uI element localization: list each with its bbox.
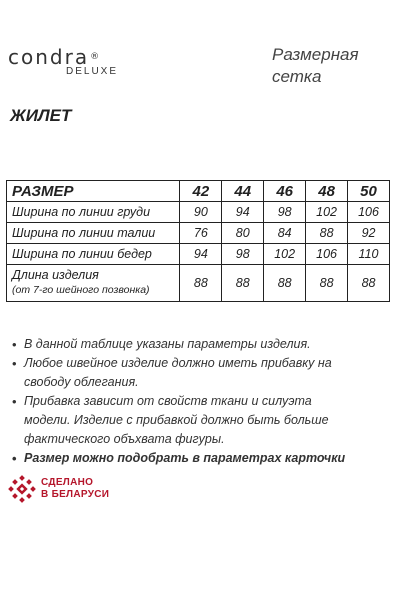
row-label: Ширина по линии бедер: [7, 244, 180, 265]
table-cell: 84: [264, 223, 306, 244]
size-header-cell: 50: [348, 181, 390, 202]
made-in-label: [41, 477, 109, 501]
row-sublabel: (от 7-го шейного позвонка): [12, 284, 150, 296]
size-header-cell: 44: [222, 181, 264, 202]
list-item: [12, 354, 358, 392]
table-cell: 90: [180, 202, 222, 223]
table-row: [7, 202, 390, 223]
table-cell: 88: [180, 265, 222, 302]
table-cell: 106: [306, 244, 348, 265]
made-in-line-1: СДЕЛАНО: [41, 477, 94, 488]
bullet-icon: •: [12, 451, 17, 466]
belarus-ornament-icon: [8, 475, 36, 503]
bullet-icon: •: [12, 394, 17, 409]
brand-logo: [8, 46, 118, 77]
table-cell: 88: [348, 265, 390, 302]
logo-subtitle: DELUXE: [66, 66, 119, 77]
table-cell: 88: [306, 265, 348, 302]
table-row: [7, 265, 390, 302]
registered-mark: ®: [90, 52, 102, 62]
bullet-icon: •: [12, 337, 17, 352]
note-text: Любое швейное изделие должно иметь прибавку на свободу облегания.: [24, 356, 332, 389]
table-cell: 88: [264, 265, 306, 302]
table-cell: 80: [222, 223, 264, 244]
note-text: В данной таблице указаны параметры изделия.: [24, 337, 311, 351]
table-cell: 98: [264, 202, 306, 223]
table-cell: 110: [348, 244, 390, 265]
row-label: Ширина по линии талии: [7, 223, 180, 244]
row-label-cell: [7, 265, 180, 302]
product-title: ЖИЛЕТ: [10, 106, 72, 125]
table-cell: 94: [180, 244, 222, 265]
list-item: [12, 335, 358, 354]
heading-line-2: сетка: [272, 67, 322, 86]
made-in-line-2: В БЕЛАРУСИ: [41, 489, 110, 500]
table-cell: 102: [264, 244, 306, 265]
table-cell: 98: [222, 244, 264, 265]
table-row: [7, 223, 390, 244]
row-label: Длина изделия: [12, 268, 99, 282]
notes-list: [12, 335, 358, 468]
heading-line-1: Размерная: [272, 45, 359, 64]
bullet-icon: •: [12, 356, 17, 371]
table-cell: 102: [306, 202, 348, 223]
table-cell: 92: [348, 223, 390, 244]
size-header-row: [7, 181, 390, 202]
size-header-cell: 46: [264, 181, 306, 202]
logo-text: condra: [8, 45, 90, 69]
table-cell: 88: [222, 265, 264, 302]
table-cell: 88: [306, 223, 348, 244]
made-in-belarus-badge: [8, 475, 109, 503]
row-label: Ширина по линии груди: [7, 202, 180, 223]
note-text: Размер можно подобрать в параметрах карточки: [24, 451, 346, 465]
size-header-cell: 48: [306, 181, 348, 202]
size-table: [6, 180, 390, 302]
list-item: [12, 449, 358, 468]
size-header-label: РАЗМЕР: [7, 181, 180, 202]
table-cell: 76: [180, 223, 222, 244]
table-row: [7, 244, 390, 265]
page-heading: [272, 44, 359, 88]
note-text: Прибавка зависит от свойств ткани и силуэта модели. Изделие с прибавкой должно быть больше фактического объхвата фигуры.: [24, 394, 329, 446]
size-header-cell: 42: [180, 181, 222, 202]
list-item: [12, 392, 358, 449]
table-cell: 94: [222, 202, 264, 223]
table-cell: 106: [348, 202, 390, 223]
